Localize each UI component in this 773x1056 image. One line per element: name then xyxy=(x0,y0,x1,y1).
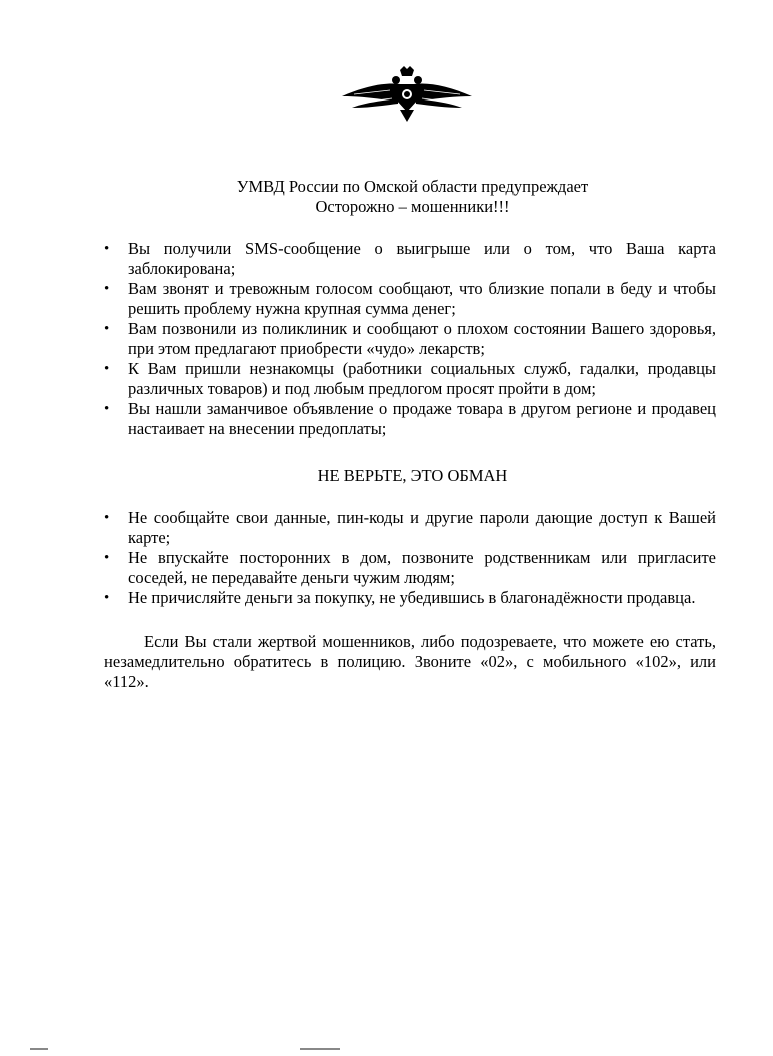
double-headed-eagle-emblem-icon xyxy=(340,66,474,122)
closing-paragraph: Если Вы стали жертвой мошенников, либо подозреваете, что можете ею стать, незамедлительно обратитесь в полицию. Звоните «02», с мобильного «102», или «112». xyxy=(104,632,716,691)
bullet-icon: • xyxy=(104,321,110,337)
list-item: • Вам звонят и тревожным голосом сообщают, что близкие попали в беду и чтобы решить проблему нужна крупная сумма денег; xyxy=(104,279,716,318)
list-item: • Вы нашли заманчивое объявление о продаже товара в другом регионе и продавец настаивает на внесении предоплаты; xyxy=(104,399,716,438)
header-line-1: УМВД России по Омской области предупреждает xyxy=(236,177,589,196)
list-item: • Вы получили SMS-сообщение о выигрыше или о том, что Ваша карта заблокирована; xyxy=(104,239,716,278)
bullet-icon: • xyxy=(104,550,110,566)
advice-list xyxy=(104,508,716,608)
bullet-icon: • xyxy=(104,590,110,606)
list-item: • Не сообщайте свои данные, пин-коды и другие пароли дающие доступ к Вашей карте; xyxy=(104,508,716,547)
list-item: • Не причисляйте деньги за покупку, не убедившись в благонадёжности продавца. xyxy=(104,588,696,607)
bullet-icon: • xyxy=(104,401,110,417)
list-item: • Не впускайте посторонних в дом, позвоните родственникам или пригласите соседей, не передавайте деньги чужим людям; xyxy=(104,548,716,587)
list-item: • Вам позвонили из поликлиник и сообщают о плохом состоянии Вашего здоровья, при этом предлагают приобрести «чудо» лекарств; xyxy=(104,319,716,358)
warning-title: НЕ ВЕРЬТЕ, ЭТО ОБМАН xyxy=(317,466,508,485)
warning-signs-list xyxy=(104,239,716,439)
bullet-icon: • xyxy=(104,510,110,526)
bullet-icon: • xyxy=(104,361,110,377)
bullet-icon: • xyxy=(104,241,110,257)
bullet-icon: • xyxy=(104,281,110,297)
scan-artifact xyxy=(30,1048,48,1050)
scan-artifact xyxy=(300,1048,340,1050)
list-item: • К Вам пришли незнакомцы (работники социальных служб, гадалки, продавцы различных товаров) и под любым предлогом просят пройти в дом; xyxy=(104,359,716,398)
header-line-2: Осторожно – мошенники!!! xyxy=(315,197,510,216)
